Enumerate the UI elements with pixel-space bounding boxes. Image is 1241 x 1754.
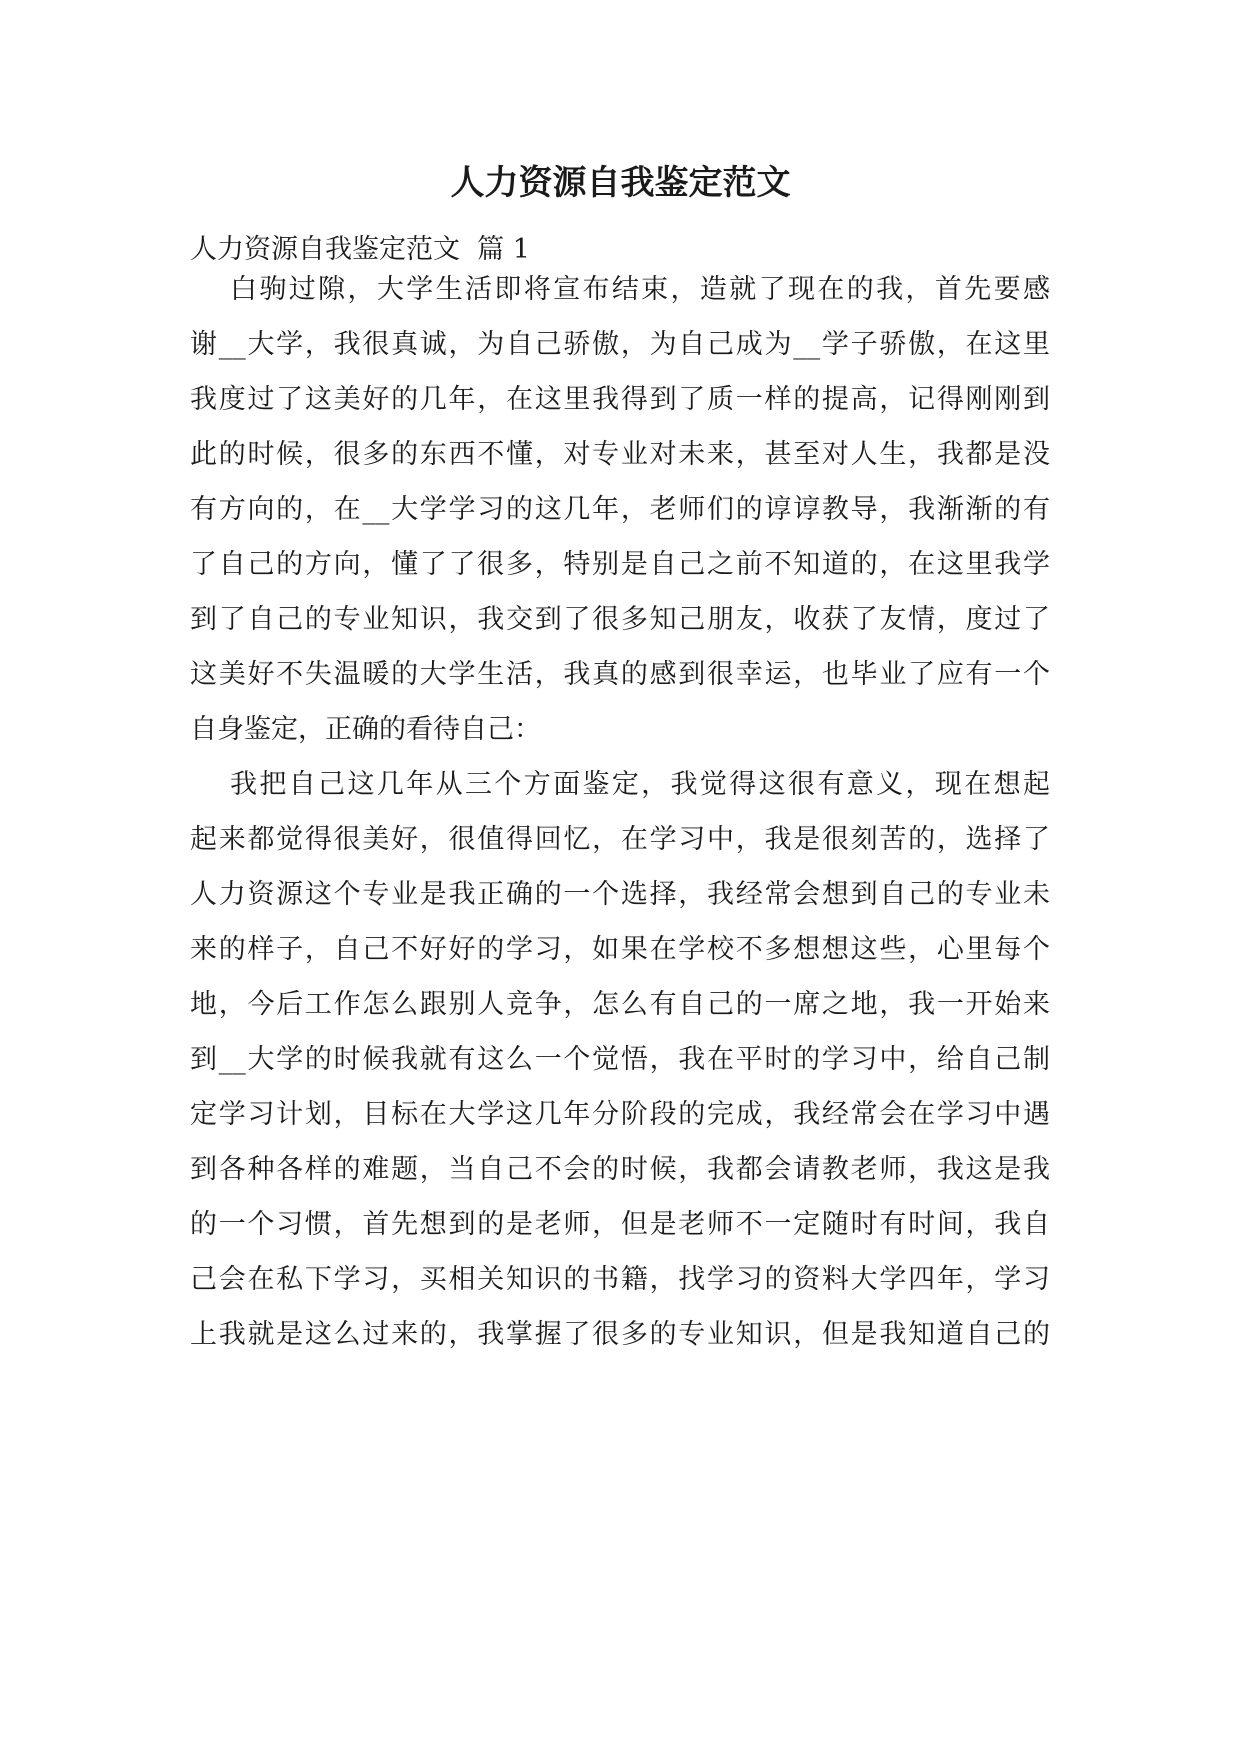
paragraph-2-line: 起来都觉得很美好，很值得回忆，在学习中，我是很刻苦的，选择了 [190, 824, 1050, 855]
paragraph-1-line: 谢__大学，我很真诚，为自己骄傲，为自己成为__学子骄傲，在这里 [190, 329, 1050, 360]
paragraph-2-line: 定学习计划，目标在大学这几年分阶段的完成，我经常会在学习中遇 [190, 1099, 1050, 1130]
paragraph-2-line: 到__大学的时候我就有这么一个觉悟，我在平时的学习中，给自己制 [190, 1044, 1050, 1075]
paragraph-1-line: 自身鉴定，正确的看待自己： [190, 714, 541, 745]
paragraph-1-line: 我度过了这美好的几年，在这里我得到了质一样的提高，记得刚刚到 [190, 384, 1050, 415]
section-heading: 人力资源自我鉴定范文 篇 1 [190, 234, 530, 265]
paragraph-1-line: 到了自己的专业知识，我交到了很多知己朋友，收获了友情，度过了 [190, 604, 1050, 635]
paragraph-2-line: 人力资源这个专业是我正确的一个选择，我经常会想到自己的专业未 [190, 879, 1050, 910]
paragraph-2-line: 上我就是这么过来的，我掌握了很多的专业知识，但是我知道自己的 [190, 1319, 1050, 1350]
document-title: 人力资源自我鉴定范文 [450, 163, 791, 203]
paragraph-1-line: 这美好不失温暖的大学生活，我真的感到很幸运，也毕业了应有一个 [190, 659, 1050, 690]
paragraph-1-line: 了自己的方向，懂了了很多，特别是自己之前不知道的，在这里我学 [190, 549, 1050, 580]
paragraph-1-line: 此的时候，很多的东西不懂，对专业对未来，甚至对人生，我都是没 [190, 439, 1050, 470]
paragraph-1-line: 有方向的，在__大学学习的这几年，老师们的谆谆教导，我渐渐的有 [190, 494, 1050, 525]
paragraph-2-line: 来的样子，自己不好好的学习，如果在学校不多想想这些，心里每个 [190, 934, 1050, 965]
paragraph-2-line: 到各种各样的难题，当自己不会的时候，我都会请教老师，我这是我 [190, 1154, 1050, 1185]
paragraph-2-line: 己会在私下学习，买相关知识的书籍，找学习的资料大学四年，学习 [190, 1264, 1050, 1295]
paragraph-2-line: 的一个习惯，首先想到的是老师，但是老师不一定随时有时间，我自 [190, 1209, 1050, 1240]
paragraph-2-line: 地，今后工作怎么跟别人竞争，怎么有自己的一席之地，我一开始来 [190, 989, 1050, 1020]
paragraph-2-line: 我把自己这几年从三个方面鉴定，我觉得这很有意义，现在想起 [230, 769, 1050, 800]
paragraph-1-line: 白驹过隙，大学生活即将宣布结束，造就了现在的我，首先要感 [230, 274, 1050, 305]
